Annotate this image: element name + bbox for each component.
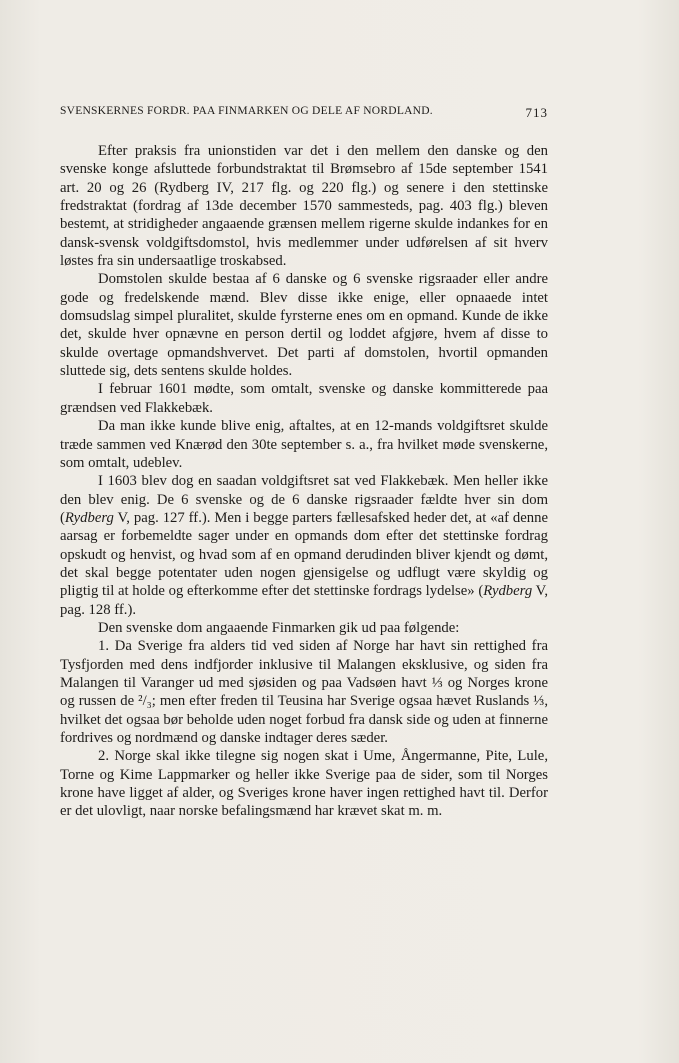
citation-author: Rydberg [483, 583, 533, 600]
running-title: SVENSKERNES FORDR. PAA FINMARKEN OG DELE AF NORDLAND. [60, 105, 433, 117]
paragraph: I februar 1601 mødte, som omtalt, svenske og danske kommitterede paa grændsen ved Flakkebæk. [60, 381, 548, 416]
text-run: I 1603 blev dog en saadan voldgiftsret sat ved Flakkebæk. Men heller ikke den blev enig. De 6 svenske og de 6 danske rigsraader fældte hver sin dom ( [60, 473, 548, 526]
paragraph: Domstolen skulde bestaa af 6 danske og 6 svenske rigsraader eller andre gode og fredelskende mænd. Blev disse ikke enige, eller opnaaede intet domsudslag simpel pluralitet, skulde fyrsterne enes om en opmand. Kunde de ikke det, skulde hver opnævne en person dertil og loddet afgjøre, hvem af disse to skulde overtage opmandshvervet. Det parti af domstolen, hvortil opmanden sluttede sig, dets sentens skulde holdes. [60, 271, 548, 380]
text-run: V, pag. 127 ff.). Men i begge parters fællesafsked heder det, at «af denne aarsag er forbemeldte sager under en opmands dom efter det stettinske fordrag opskudt og henvist, og hvad som af en opmand derudinden bliver kjendt og dømt, det skal begge potentater uden nogen gjensigelse og udflugt være skyldig og pligtig til at holde og efterkomme efter det stettinske fordrags lydelse» ( [60, 509, 548, 600]
paragraph: Da man ikke kunde blive enig, aftaltes, at en 12-mands voldgiftsret skulde træde sammen ved Knærød den 30te september s. a., fra hvilket møde svenskerne, som omtalt, udeblev. [60, 418, 548, 471]
paragraph [60, 472, 548, 619]
body-text [60, 142, 548, 821]
citation-author: Rydberg [64, 509, 114, 526]
page-number: 713 [525, 105, 548, 120]
paragraph: 1. Da Sverige fra alders tid ved siden af Norge har havt sin rettighed fra Tysfjorden med dens indfjorder inklusive til Malangen eksklusive, og siden fra Malangen til Varanger ud med sjøsiden og paa Vadsøen havt ⅓ og Norges krone og russen de ²/₃; men efter freden til Teusina har Sverige ogsaa hævet Ruslands ⅓, hvilket det ogsaa bør beholde uden noget forbud fra dansk side og uden at finnerne fordrives og nordmænd og danske indtager deres sæder. [60, 638, 548, 746]
text-run: V, pag. 128 ff.). [60, 583, 549, 618]
paragraph: 2. Norge skal ikke tilegne sig nogen skat i Ume, Ångermanne, Pite, Lule, Torne og Kime Lappmarker og heller ikke Sverige paa de sider, som til Norges krone have ligget af alder, og Sveriges krone haver ingen rettighed havt til. Derfor er det ulovligt, naar norske befalingsmænd har krævet skat m. m. [60, 748, 548, 820]
paragraph: Den svenske dom angaaende Finmarken gik ud paa følgende: [98, 619, 460, 636]
paragraph: Efter praksis fra unionstiden var det i den mellem den danske og den svenske konge afsluttede forbundstraktat til Brømsebro af 15de september 1541 art. 20 og 26 (Rydberg IV, 217 flg. og 220 flg.) og senere i den stettinske fredstraktat (fordrag af 13de december 1570 sammesteds, pag. 403 flg.) bleven bestemt, at stridigheder angaaende grænsen mellem rigerne skulde indankes for en dansk-svensk voldgiftsdomstol, hvis medlemmer under udførelsen af sit hverv løstes fra sin undersaatlige troskabsed. [60, 143, 548, 270]
